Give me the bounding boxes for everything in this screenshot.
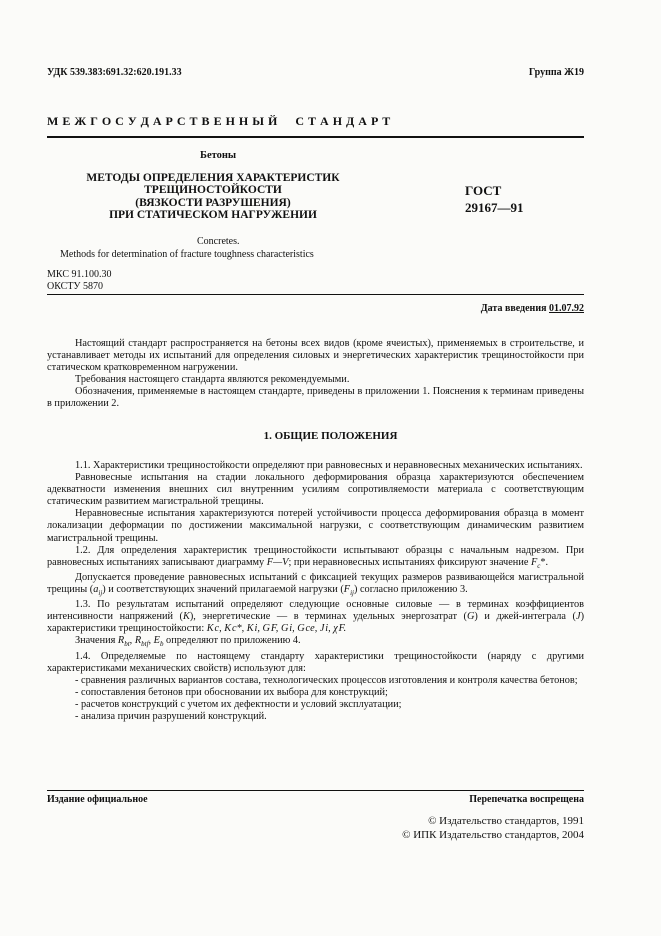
formula: R: [117, 635, 125, 647]
subscript: bt: [124, 640, 130, 649]
paragraph: [47, 599, 584, 635]
intro-date-value: 01.07.92: [549, 303, 584, 314]
text-span: 1.2. Для определения характеристик трещиностойкости испытывают образцы с начальным надрезом. При равновесных испытаниях записывают диаграмму: [47, 544, 584, 568]
classification-codes: [47, 269, 111, 292]
header-rule: [47, 294, 584, 295]
subscript: c: [537, 561, 541, 570]
paragraph: Неравновесные испытания характеризуются потерей устойчивости процесса деформирования образца в момент локализации деформации по достижении максимальной нагрузки, с соответствующим динамическим развитием магистральной трещины.: [47, 508, 584, 544]
formula: K: [182, 611, 190, 623]
mks-code: МКС 91.100.30: [47, 269, 112, 280]
paragraph: 1.4. Определяемые по настоящему стандарту характеристики трещиностойкости (наряду с другими характеристиками механических свойств) используют для:: [47, 650, 584, 674]
subscript: b: [159, 640, 164, 649]
introduction-date: [481, 303, 584, 314]
text-span: Значения: [75, 635, 118, 647]
text-span: Допускается проведение равновесных испытаний с фиксацией текущих размеров развивающейся магистральной трещины (: [47, 571, 584, 595]
text-span: *.: [540, 556, 549, 568]
formula: E: [153, 635, 160, 647]
text-span: определяют по приложению 4.: [163, 635, 301, 647]
paragraph: Значения $R_{bt}$, $R_{btf}$, $E_b$ определяют по приложению 4.: [75, 635, 301, 649]
intro-text: [47, 338, 584, 411]
text-span: ) и соответствующих значений прилагаемой нагрузки (: [102, 583, 344, 595]
paragraph: Требования настоящего стандарта являются рекомендуемыми.: [75, 374, 350, 386]
formula: J: [575, 611, 581, 623]
banner-rule: [47, 136, 584, 138]
text-span: ) и джей-интеграла (: [474, 611, 576, 623]
paragraph: [47, 572, 584, 599]
title-line: (ВЯЗКОСТИ РАЗРУШЕНИЯ): [135, 196, 291, 209]
paragraph: Настоящий стандарт распространяется на бетоны всех видов (кроме ячеистых), применяемых в строительстве, и устанавливает методы их испытаний для определения силовых и энергетических характеристик трещиностойкости при статическом кратковременном нагружении.: [47, 338, 584, 374]
official-edition: Издание официальное: [47, 794, 148, 805]
title-line: МЕТОДЫ ОПРЕДЕЛЕНИЯ ХАРАКТЕРИСТИК: [86, 172, 340, 184]
text-span: 1.3. По результатам испытаний определяют следующие основные силовые — в терминах коэффициентов интенсивности напряжений (: [47, 599, 584, 623]
copyright-block: [402, 814, 584, 842]
formula: R: [134, 635, 142, 647]
english-subject: Concretes.: [197, 236, 240, 247]
gost-designation: [465, 182, 524, 216]
text-span: ), энергетические — в терминах удельных энергозатрат (: [189, 611, 467, 623]
formula: F: [343, 583, 351, 595]
standard-banner: М Е Ж Г О С У Д А Р С Т В Е Н Н Ы Й С Т А Н Д А Р Т: [47, 114, 391, 128]
formula: a: [93, 583, 99, 595]
intro-date-label: Дата введения: [480, 303, 547, 314]
formula: F—V: [266, 556, 289, 568]
copyright-line: © ИПК Издательство стандартов, 2004: [402, 829, 584, 841]
formula: F: [530, 556, 538, 568]
section-body: [47, 460, 584, 723]
footer-rule: [47, 790, 584, 791]
list-item: - анализа причин разрушений конструкций.: [75, 711, 267, 723]
subject-title: Бетоны: [200, 150, 237, 161]
section-title: 1. ОБЩИЕ ПОЛОЖЕНИЯ: [263, 430, 398, 442]
subscript: btf: [141, 640, 149, 649]
formula: G: [466, 611, 475, 623]
list-item: - сопоставления бетонов при обосновании их выбора для конструкций;: [75, 686, 388, 698]
gost-label: ГОСТ: [465, 183, 502, 198]
text-span: ) согласно приложению 3.: [353, 583, 468, 595]
paragraph: 1.1. Характеристики трещиностойкости определяют при равновесных и неравновесных механических испытаниях.: [75, 460, 583, 471]
title-line: ПРИ СТАТИЧЕСКОМ НАГРУЖЕНИИ: [109, 208, 317, 221]
formula: K c, K c*, K i, G F, G i, G ce, J i, χ F.: [206, 623, 347, 635]
paragraph: Обозначения, применяемые в настоящем стандарте, приведены в приложении 1. Пояснения к терминам приведены в приложении 2.: [47, 386, 584, 410]
group-code: Группа Ж19: [528, 67, 584, 78]
text-span: ; при неравновесных испытаниях фиксируют значение: [288, 556, 531, 568]
reprint-notice: Перепечатка воспрещена: [469, 794, 584, 805]
subscript: ij: [350, 589, 354, 598]
paragraph: [47, 545, 584, 572]
english-title: Methods for determination of fracture toughness characteristics: [60, 249, 314, 260]
okstu-code: ОКСТУ 5870: [47, 280, 104, 292]
gost-number: 29167—91: [465, 200, 524, 215]
document-title: [62, 172, 364, 221]
udk-code: УДК 539.383:691.32:620.191.33: [47, 67, 182, 78]
paragraph: Равновесные испытания на стадии локального деформирования образца характеризуются обеспечением адекватности изменения внешних сил внутренним усилиям сопротивляемости материала с соответствующим статическим развитием магистральной трещины.: [47, 472, 584, 508]
list-item: - расчетов конструкций с учетом их дефектности и условий эксплуатации;: [75, 698, 402, 710]
copyright-line: © Издательство стандартов, 1991: [428, 815, 584, 827]
subscript: ij: [98, 589, 103, 598]
text-span: ) характеристики трещиностойкости:: [47, 611, 584, 635]
list-item: - сравнения различных вариантов состава, технологических процессов изготовления и контроля качества бетонов;: [75, 674, 578, 686]
title-line: ТРЕЩИНОСТОЙКОСТИ: [144, 184, 282, 197]
